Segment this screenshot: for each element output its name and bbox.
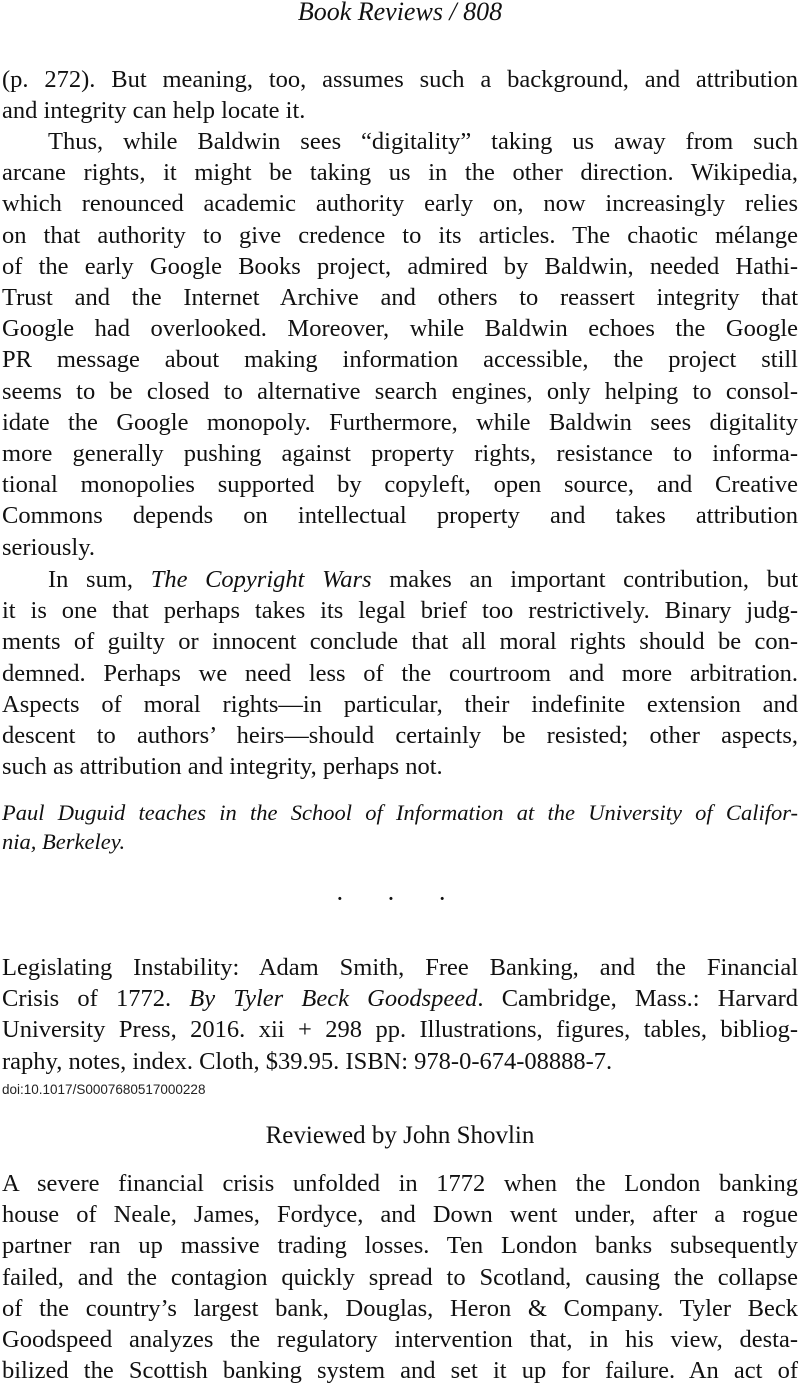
text-line: Google had overlooked. Moreover, while Baldwin echoes the Google	[2, 315, 798, 343]
text-line	[2, 564, 798, 595]
text-line: University Press, 2016. xii + 298 pp. Illustrations, figures, tables, bibliog-	[2, 1016, 798, 1044]
text-line: such as attribution and integrity, perhaps not.	[2, 753, 443, 781]
book-title: The Copyright Wars	[150, 566, 372, 593]
text-line: Commons depends on intellectual property and takes attribution	[2, 502, 798, 530]
text-line: Paul Duguid teaches in the School of Information at the University of Califor-	[2, 800, 798, 825]
text-line: seriously.	[2, 533, 95, 561]
paragraph-2	[2, 126, 798, 563]
doi-link[interactable]: doi:10.1017/S0007680517000228	[2, 1082, 206, 1097]
running-head: Book Reviews / 808	[297, 0, 503, 26]
text-line: demned. Perhaps we need less of the courtroom and more arbitration.	[2, 659, 798, 687]
text-line: house of Neale, James, Fordyce, and Down went under, after a rogue	[2, 1201, 798, 1229]
paragraph-1	[2, 64, 798, 126]
paragraph-3	[2, 564, 798, 782]
section-separator: · · ·	[335, 884, 465, 913]
text-line: Thus, while Baldwin sees “digitality” taking us away from such	[48, 128, 798, 155]
reviewer-heading: Reviewed by John Shovlin	[265, 1122, 535, 1149]
text-line: Goodspeed analyzes the regulatory intervention that, in his view, desta-	[2, 1326, 798, 1354]
text-run: . Cambridge, Mass.: Harvard	[477, 985, 798, 1013]
text-line: and integrity can help locate it.	[2, 97, 306, 125]
text-line: on that authority to give credence to its articles. The chaotic mélange	[2, 221, 798, 249]
book-citation	[2, 952, 798, 1077]
text-line: Trust and the Internet Archive and others to reassert integrity that	[2, 284, 798, 312]
text-run: makes an important contribution, but	[371, 566, 799, 593]
text-run: In sum,	[48, 566, 151, 593]
book-author: By Tyler Beck Goodspeed	[189, 985, 478, 1013]
text-line: (p. 272). But meaning, too, assumes such a background, and attribution	[2, 66, 798, 93]
text-run: Crisis of 1772.	[2, 985, 190, 1013]
text-line: raphy, notes, index. Cloth, $39.95. ISBN: 978-0-674-08888-7.	[2, 1047, 613, 1075]
text-line: idate the Google monopoly. Furthermore, while Baldwin sees digitality	[2, 408, 798, 436]
text-line: of the early Google Books project, admired by Baldwin, needed Hathi-	[2, 252, 798, 280]
paragraph-4	[2, 1168, 798, 1386]
text-line: Legislating Instability: Adam Smith, Free Banking, and the Financial	[2, 954, 798, 981]
text-line: bilized the Scottish banking system and set it up for failure. An act of	[2, 1357, 798, 1385]
text-line: ments of guilty or innocent conclude that all moral rights should be con-	[2, 628, 798, 656]
text-line: descent to authors’ heirs—should certainly be resisted; other aspects,	[2, 722, 798, 750]
text-line: which renounced academic authority early on, now increasingly relies	[2, 190, 798, 218]
text-line: partner ran up massive trading losses. Ten London banks subsequently	[2, 1232, 798, 1260]
text-line	[2, 983, 798, 1014]
text-line: it is one that perhaps takes its legal brief too restrictively. Binary judg-	[2, 597, 798, 625]
text-line: of the country’s largest bank, Douglas, Heron & Company. Tyler Beck	[2, 1294, 798, 1322]
text-line: PR message about making information accessible, the project still	[2, 346, 798, 374]
text-line: arcane rights, it might be taking us in the other direction. Wikipedia,	[2, 159, 798, 187]
text-line: tional monopolies supported by copyleft, open source, and Creative	[2, 471, 798, 499]
text-line: seems to be closed to alternative search engines, only helping to consol-	[2, 377, 798, 405]
author-bio	[2, 798, 798, 856]
text-line: Aspects of moral rights—in particular, their indefinite extension and	[2, 690, 798, 718]
text-line: nia, Berkeley.	[2, 829, 126, 854]
text-line: A severe financial crisis unfolded in 1772 when the London banking	[2, 1170, 798, 1197]
text-line: more generally pushing against property rights, resistance to informa-	[2, 440, 798, 468]
text-line: failed, and the contagion quickly spread to Scotland, causing the collapse	[2, 1263, 798, 1291]
